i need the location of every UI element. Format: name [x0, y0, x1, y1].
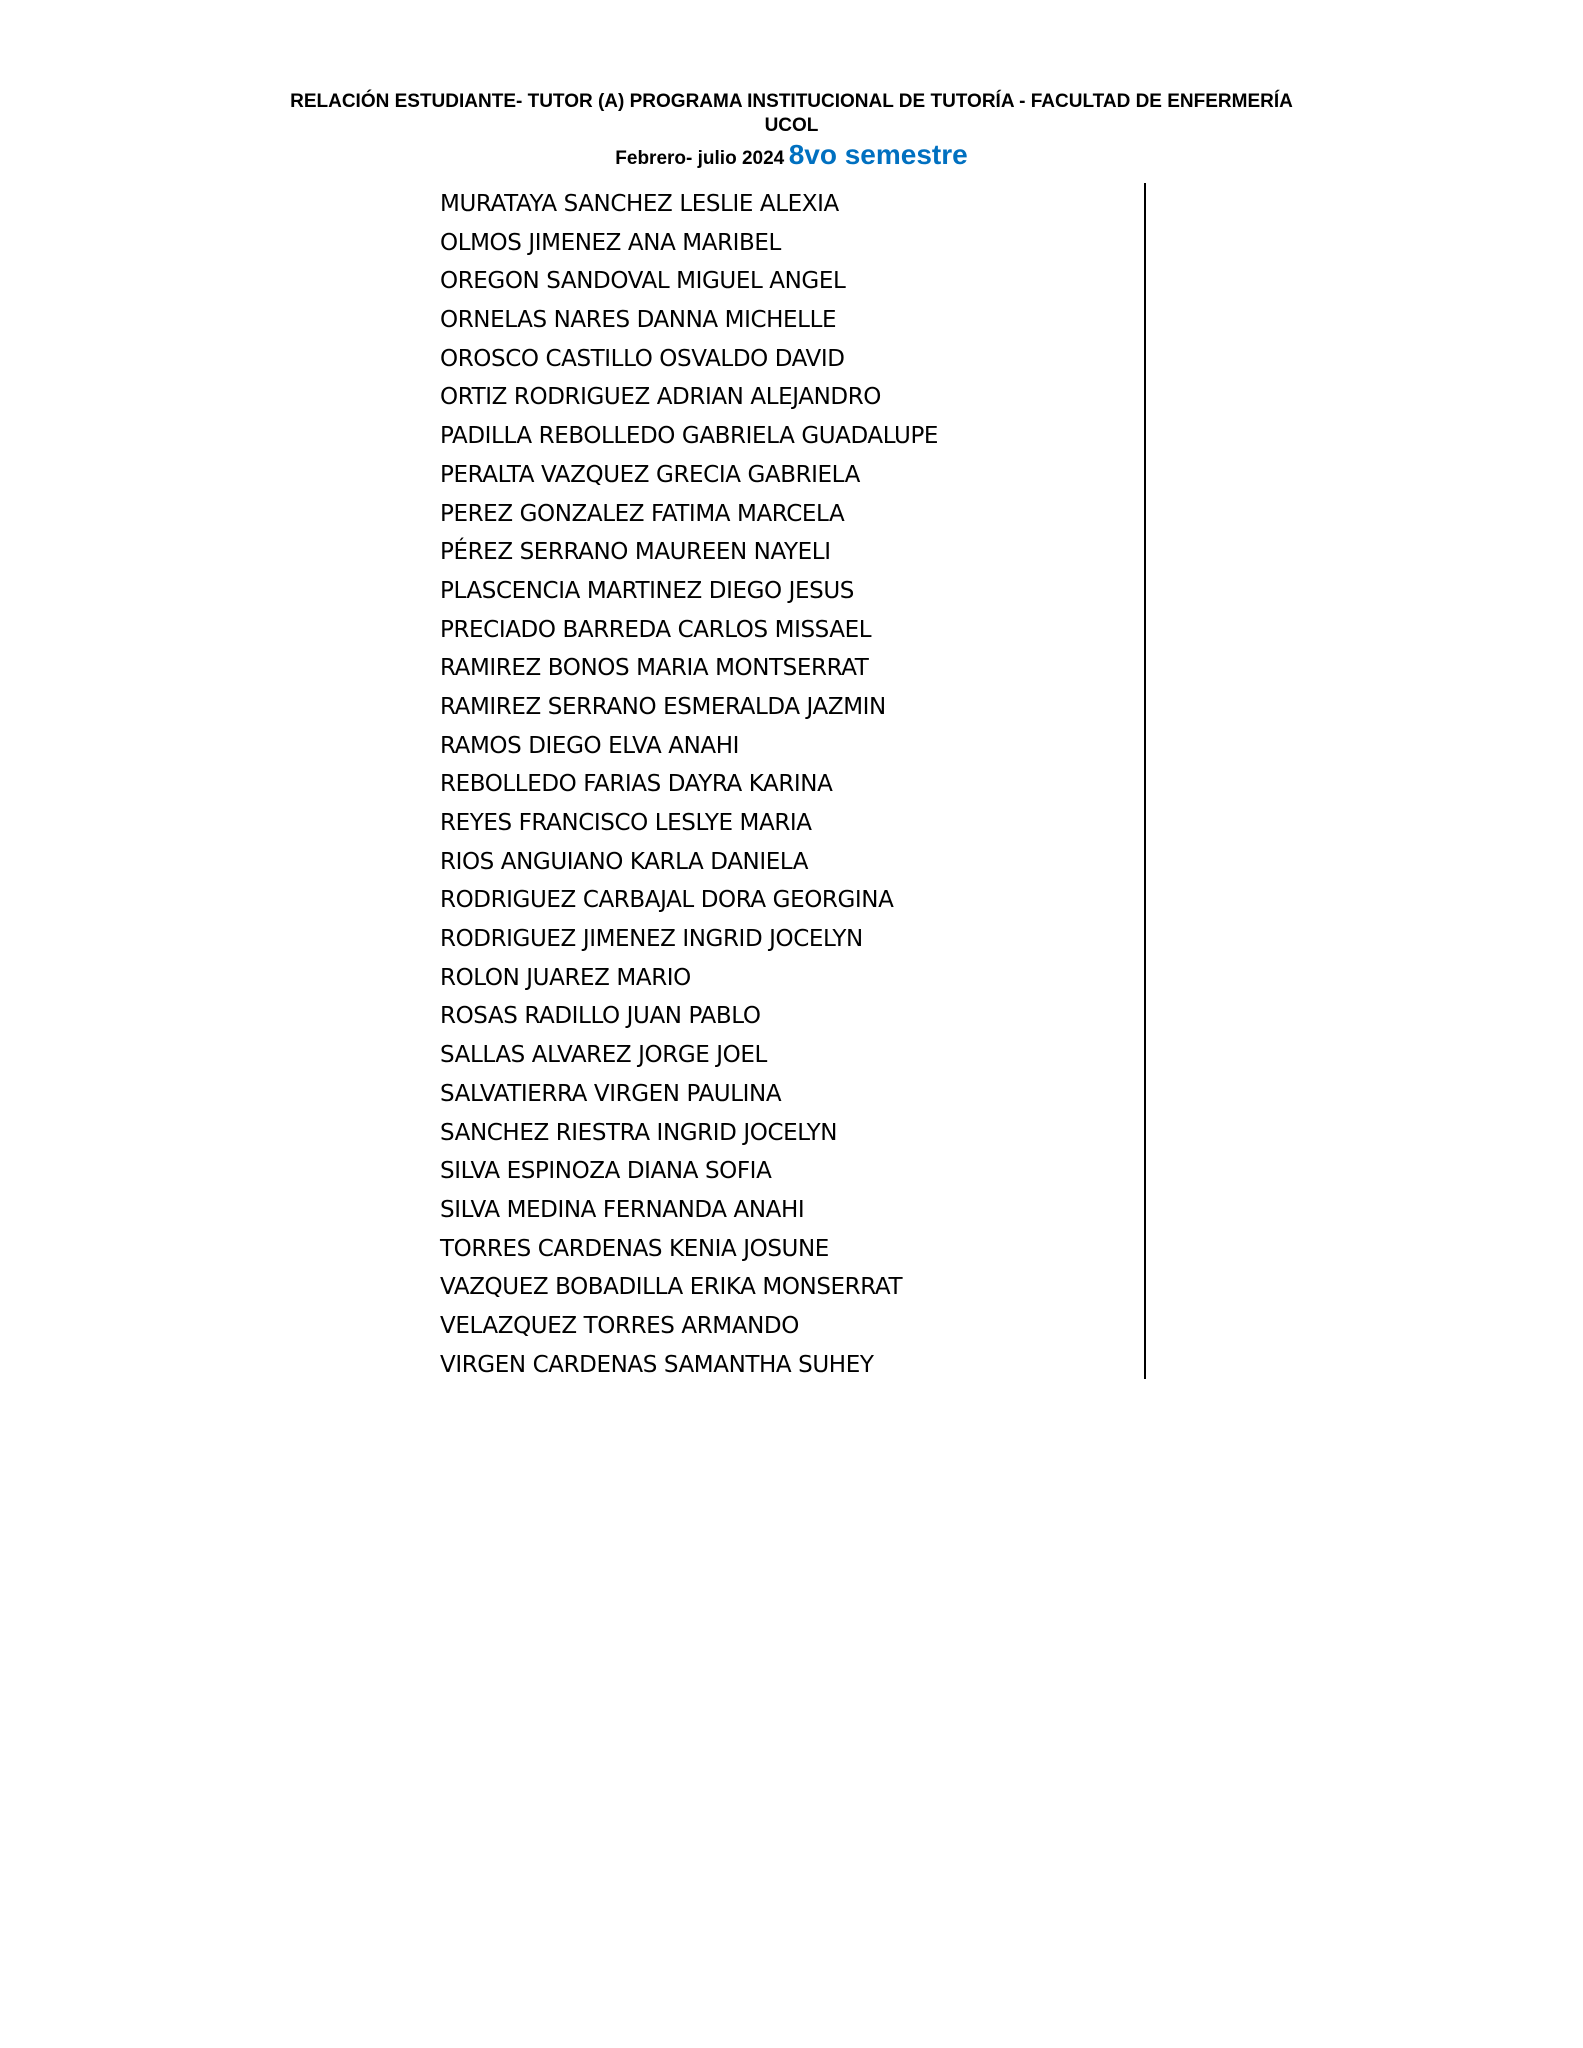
student-name: PEREZ GONZALEZ FATIMA MARCELA: [440, 500, 845, 527]
student-name: RODRIGUEZ CARBAJAL DORA GEORGINA: [440, 887, 894, 914]
student-name: SILVA ESPINOZA DIANA SOFIA: [440, 1158, 772, 1185]
student-name: REBOLLEDO FARIAS DAYRA KARINA: [440, 771, 833, 798]
student-name: ROLON JUAREZ MARIO: [440, 964, 691, 991]
student-name: ROSAS RADILLO JUAN PABLO: [440, 1003, 761, 1030]
student-name: MURATAYA SANCHEZ LESLIE ALEXIA: [440, 191, 839, 217]
student-name: VELAZQUEZ TORRES ARMANDO: [440, 1312, 799, 1339]
student-list: [440, 185, 1100, 1384]
semester-label: 8vo semestre: [788, 139, 968, 170]
student-name: OLMOS JIMENEZ ANA MARIBEL: [440, 229, 781, 256]
column-divider: [1144, 183, 1146, 1379]
student-name: VAZQUEZ BOBADILLA ERIKA MONSERRAT: [440, 1274, 903, 1301]
student-name: SILVA MEDINA FERNANDA ANAHI: [440, 1196, 805, 1223]
student-name: REYES FRANCISCO LESLYE MARIA: [440, 810, 812, 836]
student-name: RAMOS DIEGO ELVA ANAHI: [440, 732, 739, 759]
student-name: PLASCENCIA MARTINEZ DIEGO JESUS: [440, 577, 854, 604]
student-name: SALVATIERRA VIRGEN PAULINA: [440, 1080, 782, 1107]
student-name: VIRGEN CARDENAS SAMANTHA SUHEY: [440, 1351, 874, 1378]
student-name: PÉREZ SERRANO MAUREEN NAYELI: [440, 539, 831, 566]
student-name: TORRES CARDENAS KENIA JOSUNE: [440, 1235, 829, 1262]
student-name: PRECIADO BARREDA CARLOS MISSAEL: [440, 616, 872, 643]
period-text: Febrero- julio 2024: [615, 148, 785, 169]
student-name: OROSCO CASTILLO OSVALDO DAVID: [440, 345, 845, 372]
student-name: PADILLA REBOLLEDO GABRIELA GUADALUPE: [440, 423, 939, 450]
student-name: RIOS ANGUIANO KARLA DANIELA: [440, 848, 809, 875]
document-title: RELACIÓN ESTUDIANTE- TUTOR (A) PROGRAMA INSTITUCIONAL DE TUTORÍA - FACULTAD DE ENFERMERÍA: [290, 91, 1293, 112]
student-name: SANCHEZ RIESTRA INGRID JOCELYN: [440, 1119, 838, 1146]
student-name: ORNELAS NARES DANNA MICHELLE: [440, 307, 837, 334]
university-name: UCOL: [764, 115, 819, 136]
period-line: [0, 138, 1583, 177]
student-name: RAMIREZ SERRANO ESMERALDA JAZMIN: [440, 693, 886, 720]
student-name: RODRIGUEZ JIMENEZ INGRID JOCELYN: [440, 926, 863, 953]
student-name: RAMIREZ BONOS MARIA MONTSERRAT: [440, 655, 869, 682]
student-name: SALLAS ALVAREZ JORGE JOEL: [440, 1042, 767, 1069]
student-name: PERALTA VAZQUEZ GRECIA GABRIELA: [440, 461, 860, 488]
student-name: OREGON SANDOVAL MIGUEL ANGEL: [440, 268, 846, 295]
student-name: ORTIZ RODRIGUEZ ADRIAN ALEJANDRO: [440, 384, 881, 411]
